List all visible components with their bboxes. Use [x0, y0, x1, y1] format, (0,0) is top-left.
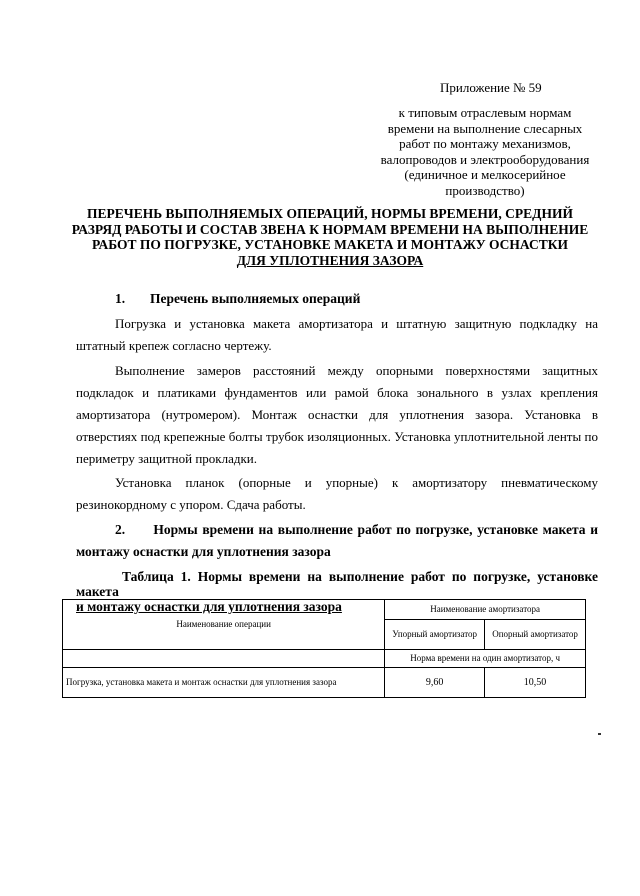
- header-operation: Наименование операции: [63, 600, 385, 650]
- paragraph: Установка планок (опорные и упорные) к амортизатору пневматическому резинокордному с упором. Сдача работы.: [76, 475, 598, 512]
- note-line: производство): [445, 182, 525, 198]
- note-line: работ по монтажу механизмов,: [399, 136, 571, 151]
- caption-line: и монтажу оснастки для уплотнения зазора: [76, 599, 342, 614]
- header-blank: [63, 650, 385, 668]
- section1-title: Перечень выполняемых операций: [150, 291, 361, 306]
- row-value-thrust: 9,60: [385, 668, 485, 698]
- table-row: [63, 668, 586, 698]
- note-line: (единичное и мелкосерийное: [404, 167, 566, 182]
- note-line: валопроводов и электрооборудования: [380, 151, 590, 167]
- section2-number: 2.: [115, 522, 126, 537]
- norms-table: [62, 599, 586, 698]
- appendix-number: Приложение № 59: [440, 80, 542, 95]
- paragraph: Выполнение замеров расстояний между опорными поверхностями защитных подкладок и платиками фундаментов или рамой блока зонального в узлах крепления амортизатора (нутромером). Монтаж оснастки для уплотнения зазора. Установка в отверстиях под крепежные болты трубок изоляционных. Установка уплотнительной ленты по периметру защитной прокладки.: [76, 363, 598, 466]
- section2-title: Нормы времени на выполнение работ по погрузке, установке макета и монтажу оснастки для уплотнения зазора: [76, 522, 598, 559]
- title-line: ПЕРЕЧЕНЬ ВЫПОЛНЯЕМЫХ ОПЕРАЦИЙ, НОРМЫ ВРЕМЕНИ, СРЕДНИЙ: [87, 206, 573, 221]
- paragraph: Погрузка и установка макета амортизатора и штатную защитную подкладку на штатный крепеж согласно чертежу.: [76, 316, 598, 353]
- section1-number: 1.: [115, 291, 126, 306]
- caption-line: Таблица 1. Нормы времени на выполнение работ по погрузке, установке макета: [76, 569, 598, 599]
- scan-speck: [598, 733, 601, 735]
- row-value-support: 10,50: [485, 668, 586, 698]
- header-absorber-group: Наименование амортизатора: [385, 600, 586, 620]
- row-operation: Погрузка, установка макета и монтаж оснастки для уплотнения зазора: [63, 668, 385, 698]
- title-line: ДЛЯ УПЛОТНЕНИЯ ЗАЗОРА: [236, 252, 424, 268]
- header-support-absorber: Опорный амортизатор: [485, 620, 586, 650]
- title-line: РАБОТ ПО ПОГРУЗКЕ, УСТАНОВКЕ МАКЕТА И МОНТАЖУ ОСНАСТКИ: [91, 237, 569, 252]
- note-line: к типовым отраслевым нормам: [398, 105, 572, 120]
- title-line: РАЗРЯД РАБОТЫ И СОСТАВ ЗВЕНА К НОРМАМ ВРЕМЕНИ НА ВЫПОЛНЕНИЕ: [71, 221, 589, 237]
- appendix-note: [360, 105, 610, 198]
- document-title: [60, 206, 600, 268]
- note-line: времени на выполнение слесарных: [387, 120, 583, 136]
- header-unit: Норма времени на один амортизатор, ч: [385, 650, 586, 668]
- section2-heading: [76, 519, 598, 563]
- header-thrust-absorber: Упорный амортизатор: [385, 620, 485, 650]
